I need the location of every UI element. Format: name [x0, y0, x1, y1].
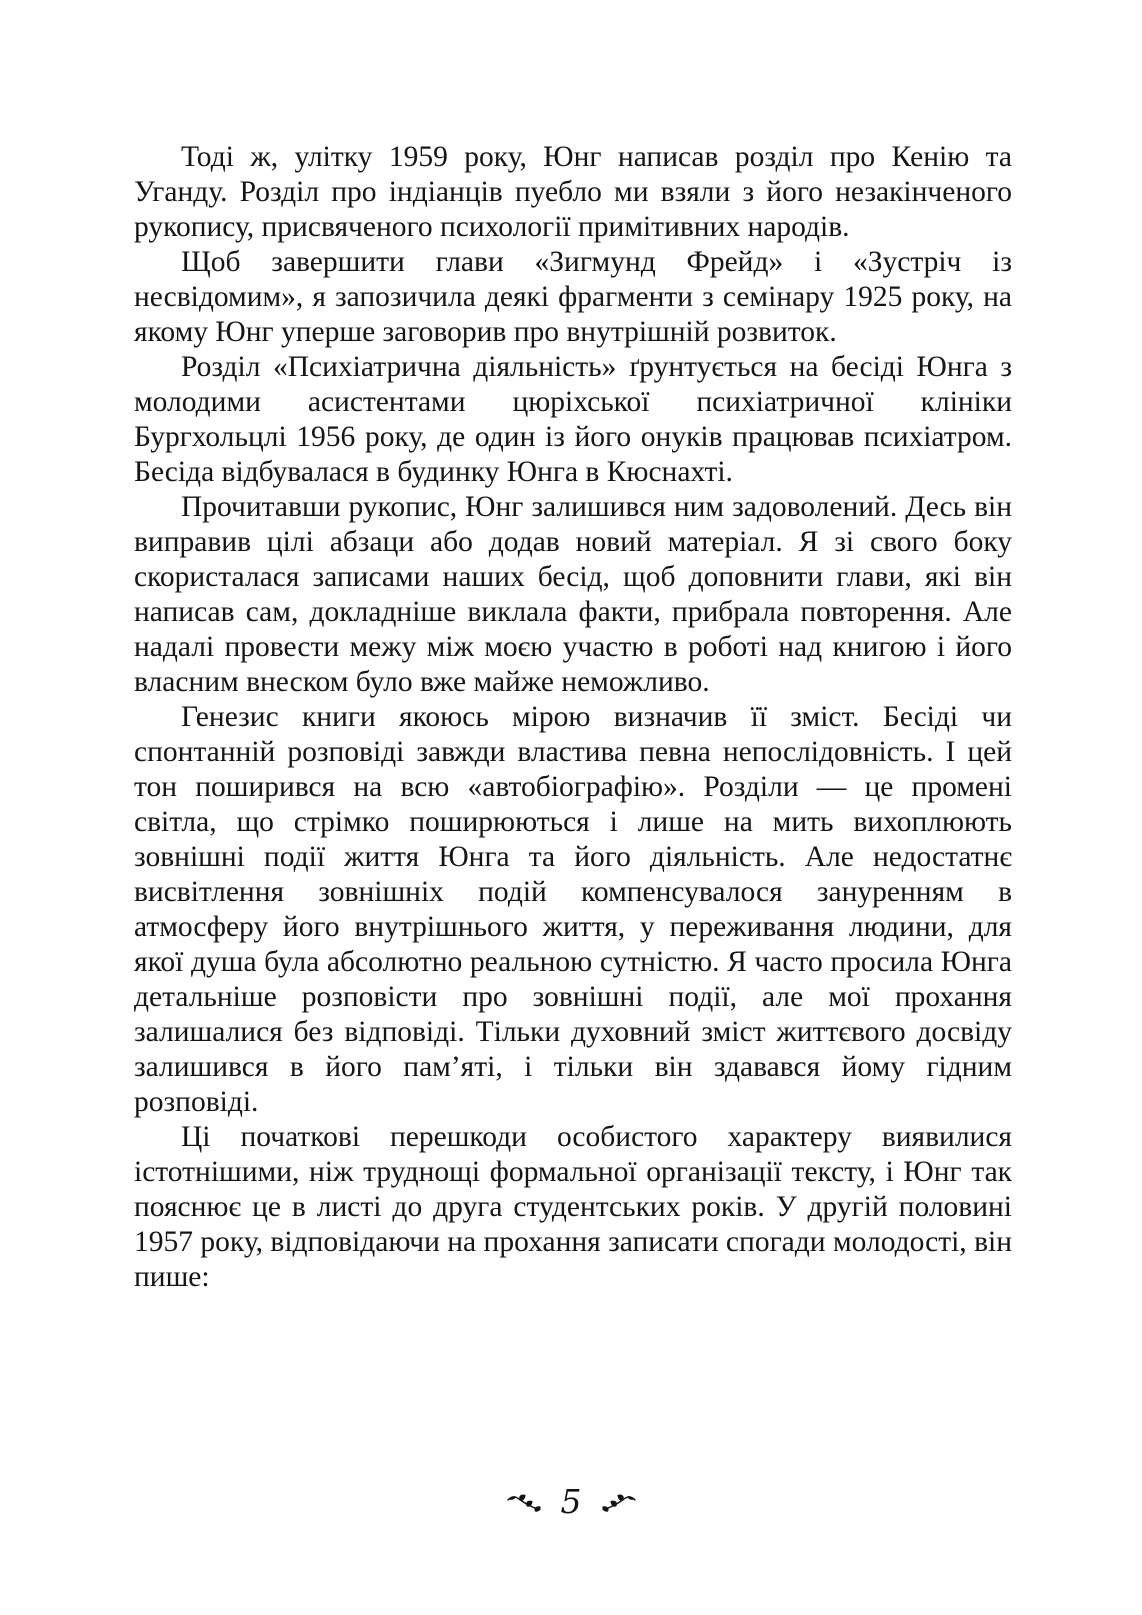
- page-footer: [0, 1482, 1142, 1521]
- paragraph: Щоб завершити глави «Зигмунд Фрейд» і «Зустріч із несвідомим», я запозичила деякі фрагменти з семінару 1925 року, на якому Юнг уперше заговорив про внутрішній розвиток.: [134, 246, 1012, 348]
- paragraph: Ці початкові перешкоди особистого характеру виявилися істотнішими, ніж труднощі формальної організації тексту, і Юнг так пояснює це в листі до друга студентських років. У другій половині 1957 року, відповідаючи на прохання записати спогади молодості, він пише:: [134, 1121, 1012, 1293]
- paragraph: Прочитавши рукопис, Юнг залишився ним задоволений. Десь він виправив цілі абзаци або додав новий матеріал. Я зі свого боку скористалася записами наших бесід, щоб доповнити глави, які він написав сам, докладніше виклала факти, прибрала повторення. Але надалі провести межу між моєю участю в роботі над книгою і його власним внеском було вже майже неможливо.: [134, 491, 1012, 698]
- page-number: 5: [560, 1482, 582, 1521]
- body-text: [134, 140, 1012, 1295]
- paragraph: Тоді ж, улітку 1959 року, Юнг написав розділ про Кенію та Уганду. Розділ про індіанців пуебло ми взяли з його незакінченого рукопису, присвяченого психології примітивних народів.: [134, 141, 1012, 243]
- paragraph: Розділ «Психіатрична діяльність» ґрунтується на бесіді Юнга з молодими асистентами цюріхської психіатричної клініки Бургхольцлі 1956 року, де один із його онуків працював психіатром. Бесіда відбувалася в будинку Юнга в Кюснахті.: [134, 351, 1012, 488]
- floral-sprig-icon: [598, 1493, 636, 1515]
- paragraph: Генезис книги якоюсь мірою визначив її зміст. Бесіді чи спонтанній розповіді завжди властива певна непослідовність. І цей тон поширився на всю «автобіографію». Розділи — це промені світла, що стрімко поширюються і лише на мить вихоплюють зовнішні події життя Юнга та його діяльність. Але недостатнє висвітлення зовнішніх подій компенсувалося зануренням в атмосферу його внутрішнього життя, у переживання людини, для якої душа була абсолютно реальною сутністю. Я часто просила Юнга детальніше розповісти про зовнішні події, але мої прохання залишалися без відповіді. Тільки духовний зміст життєвого досвіду залишився в його пам’яті, і тільки він здавався йому гідним розповіді.: [134, 701, 1012, 1118]
- floral-sprig-icon: [507, 1493, 545, 1515]
